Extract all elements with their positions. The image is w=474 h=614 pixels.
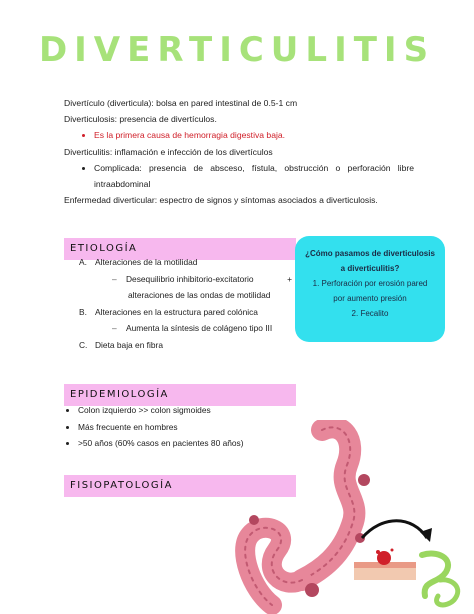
curved-arrow-icon <box>362 521 427 538</box>
definition-enfermedad: Enfermedad diverticular: espectro de signos y síntomas asociados a diverticulosis. <box>64 195 378 206</box>
item-letter: A. <box>79 257 87 267</box>
etiologia-list <box>64 254 292 353</box>
dash-marker: – <box>112 273 117 284</box>
info-box-question-line1: ¿Cómo pasamos de diverticulosis <box>305 249 435 258</box>
definition-diverticulo: Divertículo (diverticula): bolsa en pared intestinal de 0.5-1 cm <box>64 98 298 108</box>
definition-diverticulosis: Diverticulosis: presencia de divertículos. <box>64 114 217 125</box>
page-title: DIVERTICULITIS <box>38 30 436 70</box>
info-box-question-line2: a diverticulitis? <box>340 264 400 273</box>
info-box-item-2: 2. Fecalito <box>351 309 389 318</box>
etiologia-item-a <box>64 254 292 271</box>
item-letter: C. <box>79 339 88 350</box>
info-box-item-1: 1. Perforación por erosión pared <box>312 279 428 288</box>
diverticulum-icon <box>305 583 319 597</box>
item-letter: B. <box>79 306 87 317</box>
etiologia-subitem-b1 <box>64 320 292 337</box>
section-heading-fisiopatologia: FISIOPATOLOGÍA <box>64 475 296 497</box>
wall-section-icon <box>354 549 416 581</box>
list-item: • Más frecuente en hombres <box>78 419 304 436</box>
logo-icon <box>422 554 458 605</box>
diverticulitis-list <box>64 160 414 192</box>
intro-block <box>64 95 414 208</box>
item-text: Desequilibrio inhibitorio-excitatorio <box>126 273 254 284</box>
section-heading-etiologia: ETIOLOGÍA <box>64 238 296 260</box>
dash-marker: – <box>112 323 117 333</box>
info-box <box>295 236 445 342</box>
colon-illustration <box>232 420 474 614</box>
complicated-bullet: • Complicada: presencia de absceso, fístula, obstrucción o perforación libre intraabdominal <box>94 160 414 192</box>
item-text: Dieta baja en fibra <box>95 339 163 350</box>
list-item: • >50 años (60% casos en pacientes 80 años) <box>78 435 304 452</box>
info-box-item-1-cont: por aumento presión <box>333 294 407 303</box>
etiologia-subitem-a1-cont: alteraciones de las ondas de motilidad <box>128 290 271 300</box>
item-text: Alteraciones en la estructura pared colónica <box>95 306 258 317</box>
diverticulum-icon <box>358 474 370 486</box>
item-text: Alteraciones de la motilidad <box>95 257 198 267</box>
etiologia-item-c <box>64 337 292 354</box>
plus-sign: + <box>287 273 292 284</box>
etiologia-item-b <box>64 304 292 321</box>
hemorrhage-bullet: • Es la primera causa de hemorragia digestiva baja. <box>94 127 414 143</box>
diverticulosis-list <box>64 127 414 143</box>
item-text: Aumenta la síntesis de colágeno tipo III <box>126 323 273 333</box>
list-item: • Colon izquierdo >> colon sigmoides <box>78 402 304 419</box>
diverticulum-icon <box>249 515 259 525</box>
section-heading-epidemiologia: EPIDEMIOLOGÍA <box>64 384 296 406</box>
etiologia-subitem-a1 <box>64 271 292 288</box>
definition-diverticulitis: Diverticulitis: inflamación e infección de los divertículos <box>64 146 273 157</box>
